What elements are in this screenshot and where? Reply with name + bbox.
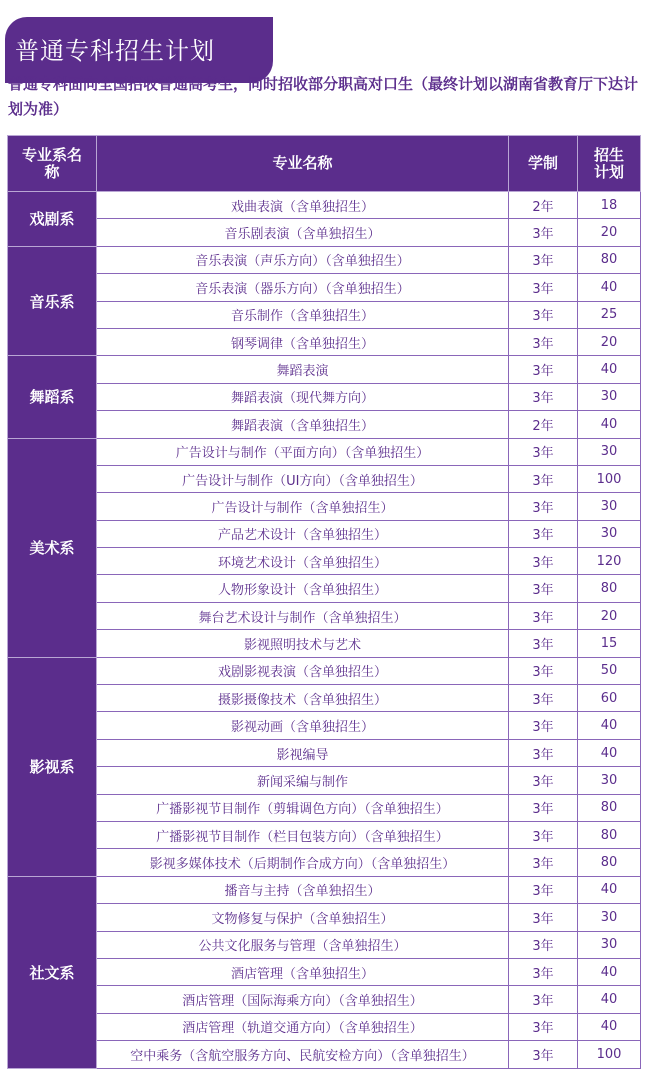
major-cell: 影视照明技术与艺术 — [97, 630, 509, 657]
table-row — [8, 493, 641, 520]
enrollment-plan-table — [7, 135, 641, 1069]
years-cell: 3年 — [509, 794, 578, 821]
plan-cell: 30 — [578, 383, 641, 410]
major-cell: 广播影视节目制作（栏目包装方向）（含单独招生） — [97, 821, 509, 848]
plan-cell: 15 — [578, 630, 641, 657]
plan-cell: 30 — [578, 931, 641, 958]
plan-cell: 40 — [578, 876, 641, 903]
table-row — [8, 602, 641, 629]
table-row — [8, 328, 641, 355]
dept-name-cell: 音乐系 — [8, 246, 97, 356]
years-cell: 3年 — [509, 876, 578, 903]
plan-cell: 20 — [578, 219, 641, 246]
table-row — [8, 438, 641, 465]
years-cell: 3年 — [509, 383, 578, 410]
table-row — [8, 657, 641, 684]
years-cell: 3年 — [509, 356, 578, 383]
plan-cell: 30 — [578, 520, 641, 547]
dept-name-cell: 舞蹈系 — [8, 356, 97, 438]
plan-cell: 80 — [578, 849, 641, 876]
table-row — [8, 876, 641, 903]
intro-text: 普通专科面向全国招收普通高考生，同时招收部分职高对口生（最终计划以湖南省教育厅下达计划为准） — [8, 75, 639, 118]
years-cell: 3年 — [509, 465, 578, 492]
table-row — [8, 520, 641, 547]
table-row — [8, 904, 641, 931]
header-plan: 招生计划 — [578, 136, 641, 192]
years-cell: 3年 — [509, 739, 578, 766]
table-row — [8, 821, 641, 848]
years-cell: 3年 — [509, 575, 578, 602]
table-row — [8, 1013, 641, 1040]
years-cell: 3年 — [509, 657, 578, 684]
plan-cell: 25 — [578, 301, 641, 328]
plan-cell: 20 — [578, 328, 641, 355]
plan-cell: 60 — [578, 685, 641, 712]
plan-cell: 40 — [578, 411, 641, 438]
years-cell: 3年 — [509, 328, 578, 355]
years-cell: 3年 — [509, 849, 578, 876]
table-row — [8, 712, 641, 739]
years-cell: 3年 — [509, 712, 578, 739]
major-cell: 酒店管理（含单独招生） — [97, 958, 509, 985]
years-cell: 2年 — [509, 192, 578, 219]
section-title: 普通专科招生计划 — [15, 37, 215, 65]
years-cell: 3年 — [509, 931, 578, 958]
years-cell: 2年 — [509, 411, 578, 438]
table-row — [8, 767, 641, 794]
table-row — [8, 411, 641, 438]
table-row — [8, 274, 641, 301]
header-major: 专业名称 — [97, 136, 509, 192]
plan-cell: 40 — [578, 986, 641, 1013]
dept-name-cell: 影视系 — [8, 657, 97, 876]
major-cell: 环境艺术设计（含单独招生） — [97, 548, 509, 575]
table-row — [8, 794, 641, 821]
major-cell: 舞蹈表演（现代舞方向） — [97, 383, 509, 410]
plan-cell: 100 — [578, 1041, 641, 1068]
dept-name-cell: 戏剧系 — [8, 192, 97, 247]
table-row — [8, 931, 641, 958]
table-row — [8, 739, 641, 766]
plan-cell: 80 — [578, 575, 641, 602]
years-cell: 3年 — [509, 520, 578, 547]
major-cell: 音乐表演（器乐方向）（含单独招生） — [97, 274, 509, 301]
plan-cell: 80 — [578, 821, 641, 848]
major-cell: 舞蹈表演（含单独招生） — [97, 411, 509, 438]
years-cell: 3年 — [509, 602, 578, 629]
years-cell: 3年 — [509, 767, 578, 794]
major-cell: 产品艺术设计（含单独招生） — [97, 520, 509, 547]
years-cell: 3年 — [509, 1013, 578, 1040]
years-cell: 3年 — [509, 1041, 578, 1068]
years-cell: 3年 — [509, 301, 578, 328]
years-cell: 3年 — [509, 493, 578, 520]
table-row — [8, 849, 641, 876]
table-row — [8, 575, 641, 602]
years-cell: 3年 — [509, 219, 578, 246]
plan-cell: 40 — [578, 274, 641, 301]
major-cell: 音乐制作（含单独招生） — [97, 301, 509, 328]
plan-cell: 50 — [578, 657, 641, 684]
table-row — [8, 219, 641, 246]
plan-cell: 30 — [578, 767, 641, 794]
years-cell: 3年 — [509, 986, 578, 1013]
header-dept: 专业系名称 — [8, 136, 97, 192]
major-cell: 空中乘务（含航空服务方向、民航安检方向）（含单独招生） — [97, 1041, 509, 1068]
major-cell: 酒店管理（轨道交通方向）（含单独招生） — [97, 1013, 509, 1040]
major-cell: 广告设计与制作（平面方向）（含单独招生） — [97, 438, 509, 465]
major-cell: 人物形象设计（含单独招生） — [97, 575, 509, 602]
plan-cell: 40 — [578, 1013, 641, 1040]
table-row — [8, 246, 641, 273]
years-cell: 3年 — [509, 438, 578, 465]
dept-name-cell: 社文系 — [8, 876, 97, 1068]
plan-cell: 40 — [578, 356, 641, 383]
table-row — [8, 630, 641, 657]
table-row — [8, 986, 641, 1013]
plan-cell: 20 — [578, 602, 641, 629]
major-cell: 播音与主持（含单独招生） — [97, 876, 509, 903]
major-cell: 文物修复与保护（含单独招生） — [97, 904, 509, 931]
major-cell: 摄影摄像技术（含单独招生） — [97, 685, 509, 712]
plan-cell: 80 — [578, 246, 641, 273]
major-cell: 音乐表演（声乐方向）（含单独招生） — [97, 246, 509, 273]
major-cell: 音乐剧表演（含单独招生） — [97, 219, 509, 246]
major-cell: 影视多媒体技术（后期制作合成方向）（含单独招生） — [97, 849, 509, 876]
major-cell: 酒店管理（国际海乘方向）（含单独招生） — [97, 986, 509, 1013]
years-cell: 3年 — [509, 904, 578, 931]
table-row — [8, 301, 641, 328]
plan-cell: 40 — [578, 712, 641, 739]
years-cell: 3年 — [509, 685, 578, 712]
plan-cell: 120 — [578, 548, 641, 575]
major-cell: 广告设计与制作（UI方向）（含单独招生） — [97, 465, 509, 492]
plan-cell: 100 — [578, 465, 641, 492]
major-cell: 舞台艺术设计与制作（含单独招生） — [97, 602, 509, 629]
years-cell: 3年 — [509, 630, 578, 657]
table-row — [8, 465, 641, 492]
table-row — [8, 1041, 641, 1068]
table-header-row — [8, 136, 641, 192]
table-row — [8, 548, 641, 575]
major-cell: 新闻采编与制作 — [97, 767, 509, 794]
years-cell: 3年 — [509, 548, 578, 575]
table-row — [8, 383, 641, 410]
years-cell: 3年 — [509, 246, 578, 273]
years-cell: 3年 — [509, 821, 578, 848]
plan-cell: 18 — [578, 192, 641, 219]
table-row — [8, 958, 641, 985]
major-cell: 广告设计与制作（含单独招生） — [97, 493, 509, 520]
major-cell: 舞蹈表演 — [97, 356, 509, 383]
major-cell: 公共文化服务与管理（含单独招生） — [97, 931, 509, 958]
major-cell: 影视编导 — [97, 739, 509, 766]
major-cell: 影视动画（含单独招生） — [97, 712, 509, 739]
major-cell: 钢琴调律（含单独招生） — [97, 328, 509, 355]
header-years: 学制 — [509, 136, 578, 192]
years-cell: 3年 — [509, 274, 578, 301]
major-cell: 广播影视节目制作（剪辑调色方向）（含单独招生） — [97, 794, 509, 821]
major-cell: 戏剧影视表演（含单独招生） — [97, 657, 509, 684]
plan-cell: 40 — [578, 958, 641, 985]
table-row — [8, 685, 641, 712]
dept-name-cell: 美术系 — [8, 438, 97, 657]
plan-cell: 80 — [578, 794, 641, 821]
plan-cell: 30 — [578, 493, 641, 520]
table-row — [8, 356, 641, 383]
plan-cell: 40 — [578, 739, 641, 766]
plan-cell: 30 — [578, 904, 641, 931]
major-cell: 戏曲表演（含单独招生） — [97, 192, 509, 219]
table-row — [8, 192, 641, 219]
plan-cell: 30 — [578, 438, 641, 465]
years-cell: 3年 — [509, 958, 578, 985]
